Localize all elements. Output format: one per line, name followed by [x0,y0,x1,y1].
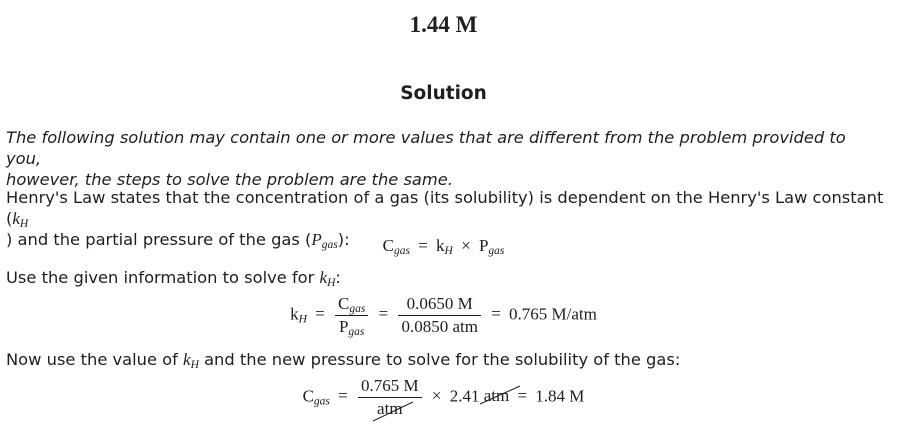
kh-fraction: $\frac{0.765 M}{\text{atm}}$ [358,376,422,419]
values-fraction: $\frac{0.0650 M}{\text{0.0850 atm}}$ [398,294,481,337]
intro-text-1: Henry's Law states that the concentration of a gas (its solubility) is dependent on the Henry's Law constant ( [6,188,884,228]
kh-symbol: $k_H$ [183,350,199,371]
kh-symbol: $k_H$ [12,209,29,230]
cancel-line-icon [480,386,524,410]
disclaimer-line-2: however, the steps to solve the problem are the same. [6,170,453,189]
cancelled-unit: atm [377,399,403,419]
disclaimer-line-1: The following solution may contain one or more values that are different from the problem provided to you, [6,128,846,168]
cancel-line-icon [373,399,417,423]
intro-text-2: ) and the partial pressure of the gas ( [6,230,312,249]
henrys-law-equation: $C_{gas} = k_H \times P_{gas}$ [382,236,505,257]
kh-result: 0.765 M/atm [509,304,597,324]
pgas-symbol: $P_{gas}$ [311,230,338,251]
kh-symbol: $k_H$ [319,268,336,289]
solubility-result: 1.84 M [535,386,585,406]
final-answer: 1.44 M [409,12,478,37]
solubility-calculation: $C_{gas}$ = $\frac{0.765 M}{\text{atm}}$ × 2.41 atm = 1.84 M [0,376,887,419]
step-solve-solubility: Now use the value of $k_H$ and the new pressure to solve for the solubility of the gas: [6,350,681,371]
kh-calculation: $k_H$ = $\frac{C_{gas}}{P_{gas}}$ = $\frac{0.0650 M}{\text{0.0850 atm}}$ = 0.765 M/atm [290,294,597,338]
intro-text-3: ): [337,230,350,249]
step-solve-kh: Use the given information to solve for $k_H$: [6,268,341,289]
concentration-over-pressure-fraction: $\frac{C_{gas}}{P_{gas}}$ [335,294,368,337]
cancelled-unit: atm [484,386,510,406]
disclaimer [6,127,886,190]
solution-heading: Solution [400,83,487,104]
